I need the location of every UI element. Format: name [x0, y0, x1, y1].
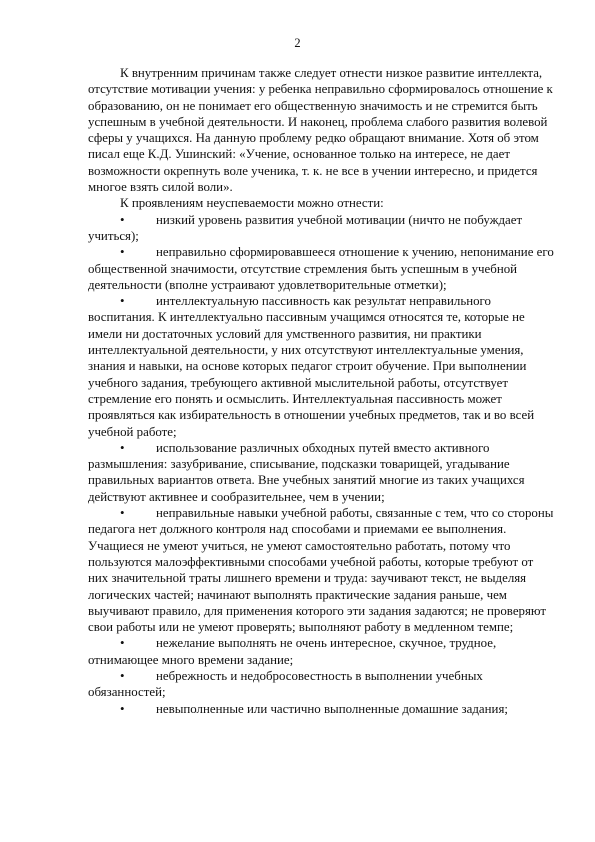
bullet-icon: •	[120, 440, 125, 455]
list-item-text: невыполненные или частично выполненные домашние задания;	[156, 701, 508, 716]
list-item-text: низкий уровень развития учебной мотивации (ничто не побуждает учиться);	[88, 212, 523, 243]
bullet-icon: •	[120, 636, 125, 651]
bullet-icon: •	[120, 245, 125, 260]
bullet-icon: •	[120, 212, 125, 227]
list-item	[88, 244, 554, 293]
page-number: 2	[294, 36, 301, 50]
list-item-text: небрежность и недобросовестность в выполнении учебных обязанностей;	[88, 668, 483, 700]
list-item-text: интеллектуальную пассивность как результат неправильного воспитания. К интеллектуально пассивным учащимся относятся те, которые не имели ни достаточных условий для умственного развития, ни практики интеллектуальной деятельности, у них отсутствуют интеллектуальные умения, знания и навыки, на основе которых педагог строит обучение. При выполнении учебного задания, требующего активной мыслительной работы, отсутствует стремление его понять и осмыслить. Интеллектуальная пассивность может проявляться как избирательность в отношении учебных предметов, так и во всей учебной работе;	[88, 294, 535, 439]
list-item-text: неправильные навыки учебной работы, связанные с тем, что со стороны педагога нет должного контроля над способами и приемами ее выполнения. Учащиеся не умеют учиться, не умеют самостоятельно работать, потому что пользуются малоэффективными способами учебной работы, которые требуют от них значительной траты лишнего времени и труда: заучивают текст, не выделяя логических частей; начинают выполнять практические задания раньше, чем выучивают правило, для применения которого эти задания задаются; не проверяют свои работы или не умеют проверять; выполняют работу в медленном темпе;	[88, 506, 554, 635]
intro-paragraph: К внутренним причинам также следует отнести низкое развитие интеллекта, отсутствие мотивации учения: у ребенка неправильно сформировалось отношение к образованию, он не понимает его общественную значимость и не стремится быть успешным в учебной деятельности. И наконец, проблема слабого развития волевой сферы у учащихся. На данную проблему редко обращают внимание. Хотя об этом писал еще К.Д. Ушинский: «Учение, основанное только на интересе, не дает возможности окрепнуть воле ученика, т. к. не все в учении интересно, и придется многое взять силой воли».	[88, 66, 553, 195]
list-intro: К проявлениям неуспеваемости можно отнести:	[120, 196, 384, 211]
document-body	[88, 65, 554, 717]
list-item-text: нежелание выполнять не очень интересное, скучное, трудное, отнимающее много времени задание;	[88, 636, 497, 667]
bullet-icon: •	[120, 668, 125, 683]
bullet-icon: •	[120, 701, 125, 716]
list-item	[88, 212, 554, 245]
list-item-text: использование различных обходных путей вместо активного размышления: зазубривание, списывание, подсказки товарищей, угадывание правильных вариантов ответа. Вне учебных занятий многие из таких учащихся действуют активнее и сообразительнее, чем в учении;	[88, 440, 525, 504]
bullet-icon: •	[120, 506, 125, 521]
list-item	[88, 701, 554, 717]
list-item	[88, 505, 554, 635]
list-item-text: неправильно сформировавшееся отношение к учению, непонимание его общественной значимости, отсутствие стремления быть успешным в учебной деятельности (вполне устраивают удовлетворительные отметки);	[88, 245, 554, 292]
list-item	[88, 440, 554, 505]
list-item	[88, 293, 554, 440]
list-item	[88, 668, 554, 701]
list-item	[88, 635, 554, 668]
bullet-icon: •	[120, 294, 125, 309]
